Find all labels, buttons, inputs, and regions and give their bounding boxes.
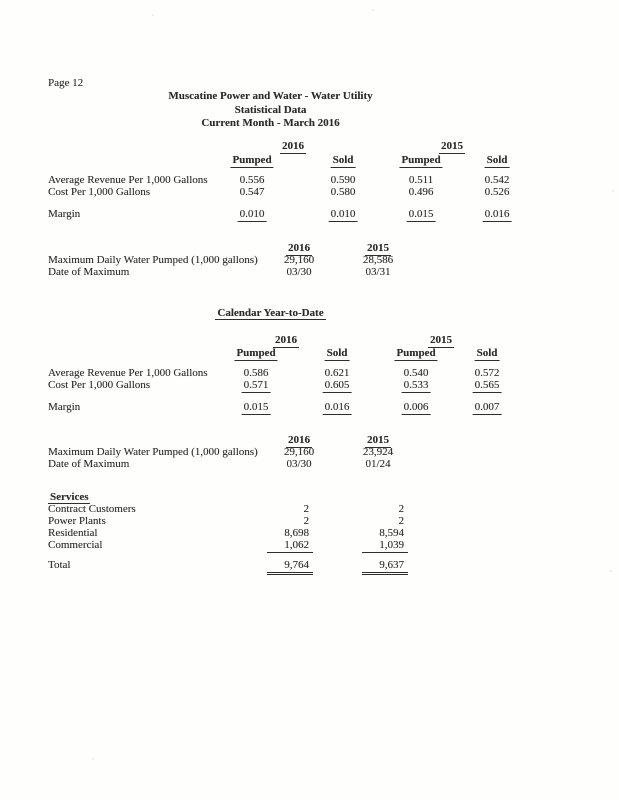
cell-value: 2 <box>303 515 309 527</box>
column-header-sold: Sold <box>326 347 348 359</box>
year-header: 2016 <box>282 140 304 152</box>
cell-value: 0.511 <box>408 174 434 186</box>
cell-value: 0.586 <box>243 367 269 379</box>
cell-value: 8,698 <box>284 527 309 539</box>
cell-value-underlined: 0.010 <box>239 208 265 220</box>
row-label: Maximum Daily Water Pumped (1,000 gallons) <box>48 254 258 266</box>
row-label: Maximum Daily Water Pumped (1,000 gallons) <box>48 446 258 458</box>
year-header: 2016 <box>275 334 297 346</box>
cell-value-underlined: 0.605 <box>324 379 350 391</box>
cell-value: 23,924 <box>362 446 394 458</box>
services-section-title: Services <box>50 491 89 503</box>
cell-value: 0.547 <box>239 186 265 198</box>
row-label: Margin <box>48 208 81 220</box>
row-label: Average Revenue Per 1,000 Gallons <box>48 174 208 186</box>
row-label: Commercial <box>48 539 103 551</box>
cell-value: 28,586 <box>362 254 394 266</box>
total-value-double-rule: 9,637 <box>362 559 408 575</box>
cell-value: 2 <box>398 503 404 515</box>
cell-value-underlined: 0.016 <box>324 401 350 413</box>
row-label: Date of Maximum <box>48 266 130 278</box>
report-title: Muscatine Power and Water - Water Utility <box>168 90 373 102</box>
scan-speck <box>372 9 374 11</box>
cell-value-underlined: 0.007 <box>474 401 500 413</box>
cell-value: 8,594 <box>379 527 404 539</box>
cell-value-underlined: 0.015 <box>243 401 269 413</box>
cell-value: 29,160 <box>283 254 315 266</box>
cell-value-underlined: 0.016 <box>484 208 510 220</box>
row-label: Cost Per 1,000 Gallons <box>48 186 151 198</box>
cell-value: 0.580 <box>330 186 356 198</box>
cell-value: 0.556 <box>239 174 265 186</box>
ytd-section-title: Calendar Year-to-Date <box>217 307 324 319</box>
report-period: Current Month - March 2016 <box>201 117 340 129</box>
row-label: Date of Maximum <box>48 458 130 470</box>
year-header: 2016 <box>288 242 310 254</box>
cell-value-underlined: 0.006 <box>403 401 429 413</box>
cell-value: 0.621 <box>324 367 350 379</box>
row-label: Total <box>48 559 71 571</box>
ytd-section-heading <box>0 307 541 320</box>
column-header-pumped: Pumped <box>236 347 276 359</box>
cell-value-underlined: 0.571 <box>243 379 269 391</box>
cell-value: 0.542 <box>484 174 510 186</box>
scan-speck <box>92 758 94 760</box>
year-header: 2015 <box>441 140 463 152</box>
cell-value-subtotal-rule: 1,039 <box>362 539 408 553</box>
cell-value: 29,160 <box>283 446 315 458</box>
page-number: Page 12 <box>48 77 84 89</box>
cell-value: 0.526 <box>484 186 510 198</box>
column-header-sold: Sold <box>476 347 498 359</box>
row-label: Contract Customers <box>48 503 136 515</box>
cell-value: 03/30 <box>286 458 312 470</box>
scan-speck <box>612 190 614 192</box>
column-header-pumped: Pumped <box>232 154 272 166</box>
year-header: 2015 <box>367 242 389 254</box>
scan-speck <box>610 570 612 572</box>
cell-value: 0.572 <box>474 367 500 379</box>
cell-value: 0.590 <box>330 174 356 186</box>
column-header-pumped: Pumped <box>396 347 436 359</box>
total-value-double-rule: 9,764 <box>267 559 313 575</box>
cell-value-underlined: 0.015 <box>408 208 434 220</box>
cell-value-subtotal-rule: 1,062 <box>267 539 313 553</box>
cell-value: 03/31 <box>365 266 391 278</box>
cell-value: 03/30 <box>286 266 312 278</box>
cell-value: 2 <box>398 515 404 527</box>
cell-value: 01/24 <box>365 458 391 470</box>
year-header: 2015 <box>430 334 452 346</box>
column-header-sold: Sold <box>486 154 508 166</box>
cell-value: 0.540 <box>403 367 429 379</box>
row-label: Power Plants <box>48 515 106 527</box>
year-header: 2016 <box>288 434 310 446</box>
year-header: 2015 <box>367 434 389 446</box>
row-label: Cost Per 1,000 Gallons <box>48 379 151 391</box>
cell-value-underlined: 0.533 <box>403 379 429 391</box>
row-label: Margin <box>48 401 81 413</box>
column-header-pumped: Pumped <box>401 154 441 166</box>
row-label: Residential <box>48 527 98 539</box>
cell-value: 2 <box>303 503 309 515</box>
cell-value-underlined: 0.010 <box>330 208 356 220</box>
scan-speck <box>152 14 154 16</box>
cell-value-underlined: 0.565 <box>474 379 500 391</box>
report-subtitle: Statistical Data <box>234 104 307 116</box>
row-label: Average Revenue Per 1,000 Gallons <box>48 367 208 379</box>
cell-value: 0.496 <box>408 186 434 198</box>
column-header-sold: Sold <box>332 154 354 166</box>
